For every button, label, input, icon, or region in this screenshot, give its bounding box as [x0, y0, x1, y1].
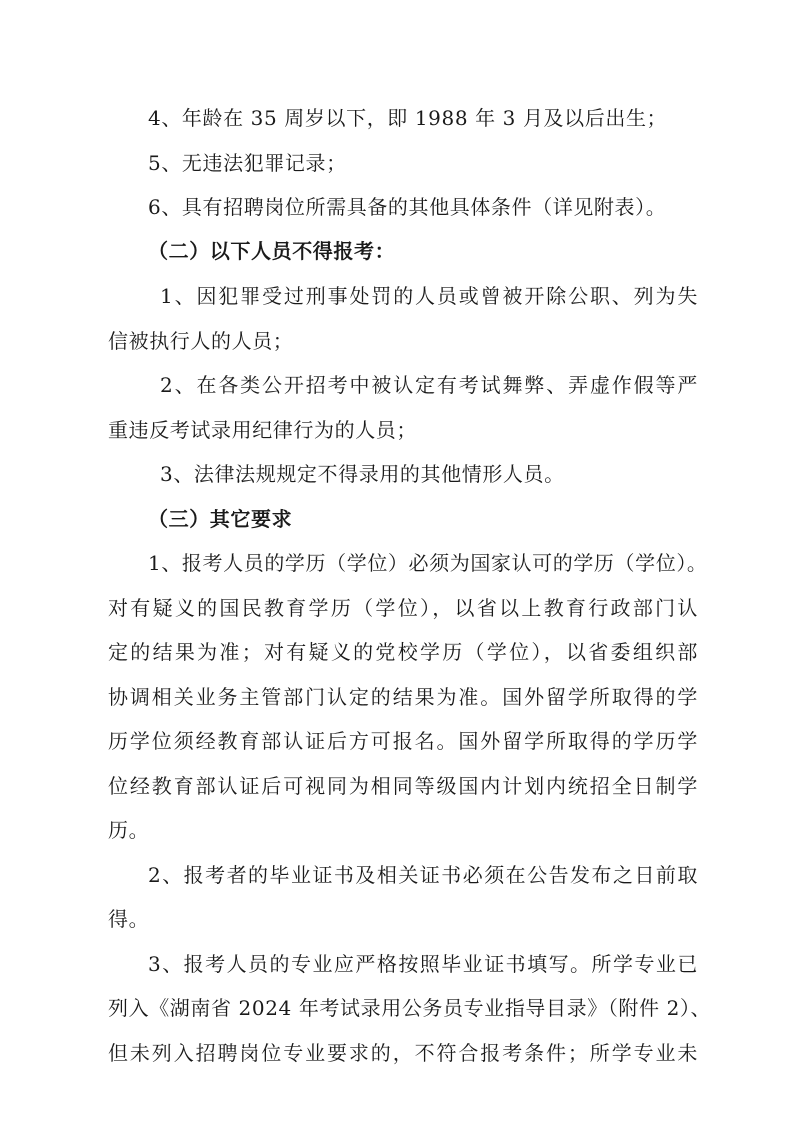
requirement-1-line-3: 定的结果为准；对有疑义的党校学历（学位），以省委组织部 [108, 640, 698, 664]
requirement-3-line-3: 但未列入招聘岗位专业要求的，不符合报考条件；所学专业未 [108, 1041, 698, 1065]
requirement-2-line-2: 得。 [108, 907, 150, 931]
exclusion-item-1-line-1: 1、因犯罪受过刑事处罚的人员或曾被开除公职、列为失 [160, 284, 698, 308]
requirement-1-line-7: 历。 [108, 818, 150, 842]
requirement-1-line-6: 位经教育部认证后可视同为相同等级国内计划内统招全日制学 [108, 774, 698, 798]
requirement-2-line-1: 2、报考者的毕业证书及相关证书必须在公告发布之日前取 [148, 863, 698, 887]
requirement-1-line-1: 1、报考人员的学历（学位）必须为国家认可的学历（学位）。 [148, 551, 708, 575]
requirement-3-line-1: 3、报考人员的专业应严格按照毕业证书填写。所学专业已 [148, 952, 698, 976]
condition-item-5: 5、无违法犯罪记录； [148, 151, 347, 175]
requirement-1-line-4: 协调相关业务主管部门认定的结果为准。国外留学所取得的学 [108, 685, 698, 709]
requirement-1-line-5: 历学位须经教育部认证后方可报名。国外留学所取得的学历学 [108, 729, 698, 753]
exclusion-item-1-line-2: 信被执行人的人员； [108, 329, 294, 353]
exclusion-item-3: 3、法律法规规定不得录用的其他情形人员。 [160, 462, 565, 486]
condition-item-6: 6、具有招聘岗位所需具备的其他具体条件（详见附表）。 [148, 195, 667, 219]
section-heading-3: （三）其它要求 [148, 507, 293, 531]
requirement-1-line-2: 对有疑义的国民教育学历（学位），以省以上教育行政部门认 [108, 596, 698, 620]
exclusion-item-2-line-2: 重违反考试录用纪律行为的人员； [108, 418, 417, 442]
exclusion-item-2-line-1: 2、在各类公开招考中被认定有考试舞弊、弄虚作假等严 [160, 373, 698, 397]
condition-item-4: 4、年龄在 35 周岁以下，即 1988 年 3 月及以后出生； [148, 106, 668, 130]
requirement-3-line-2: 列入《湖南省 2024 年考试录用公务员专业指导目录》（附件 2）、 [108, 996, 712, 1020]
section-heading-2: （二）以下人员不得报考： [148, 239, 396, 263]
